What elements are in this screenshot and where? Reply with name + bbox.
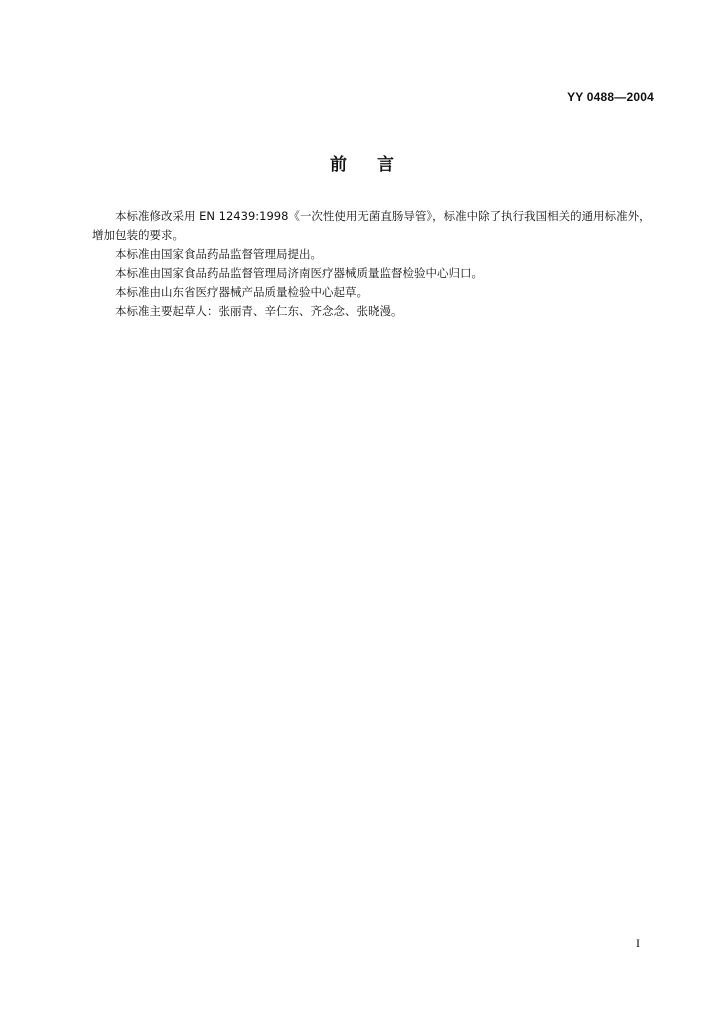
page-number: I [636, 936, 640, 950]
title-char-qian: 前 [330, 155, 347, 175]
page-title [0, 150, 724, 175]
paragraph-centralized-unit: 本标准由国家食品药品监督管理局济南医疗器械质量监督检验中心归口。 [115, 266, 483, 280]
title-char-yan: 言 [377, 155, 394, 175]
paragraph-drafters: 本标准主要起草人：张丽青、辛仁东、齐念念、张晓漫。 [115, 304, 403, 318]
paragraph-adoption: 本标准修改采用 EN 12439:1998《一次性使用无菌直肠导管》，标准中除了执行我国相关的通用标准外，增加包装的要求。 [92, 209, 651, 242]
paragraph-proposer: 本标准由国家食品药品监督管理局提出。 [115, 247, 322, 261]
standard-number: YY 0488—2004 [567, 90, 654, 104]
paragraph-drafting-unit: 本标准由山东省医疗器械产品质量检验中心起草。 [115, 285, 368, 299]
foreword-body [92, 207, 660, 321]
